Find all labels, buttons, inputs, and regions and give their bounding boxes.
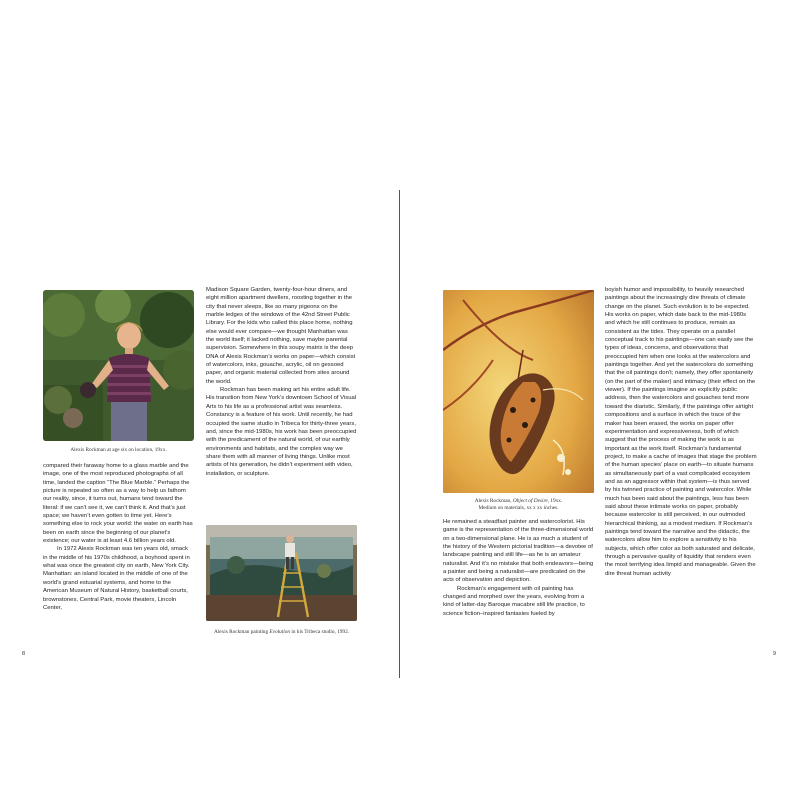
left-page-column-2 — [206, 286, 357, 478]
photo-boy-on-location — [43, 290, 194, 441]
page-number-right: 9 — [773, 651, 777, 657]
left-page-column-1 — [43, 462, 194, 612]
right-page-column-1 — [443, 518, 594, 618]
gutter-line — [399, 190, 400, 678]
painting-caption-line2: Medium on materials, xx x xx inches. — [478, 505, 559, 511]
page-number-left: 8 — [22, 651, 26, 657]
paragraph: In 1972 Alexis Rockman was ten years old, smack in the middle of his 1970s childhood, a boyhood spent in what was once the greatest city on earth, New York City. Manhattan: an island located in the middle of one of the world’s grand estuarial systems, and home to the American Museum of Natural History, basketball courts, brownstones, Central Park, movie theaters, Lincoln Center, — [43, 546, 190, 611]
photo-studio-painting — [206, 525, 357, 621]
paragraph: Madison Square Garden, twenty-four-hour diners, and eight million apartment dwellers, roosting together in the city that never sleeps, like so many pigeons on the marble ledges of the windows of the 42nd Street Public Library. For the kids who called this place home, nothing else would ever compare—we thought Manhattan was the world itself; it lacked nothing, save maybe parental supervision. Somewhere in this soupy matrix is the deep DNA of Alexis Rockman’s works on paper—which consist of watercolors, inks, gouache, acrylic, oil on gessoed paper, and organic material collected from sites around the world. — [206, 287, 356, 385]
painting-caption — [437, 498, 600, 512]
photo2-caption — [200, 629, 363, 636]
caption-text: Alexis Rockman, — [474, 498, 513, 504]
caption-text: , 19xx. — [547, 498, 563, 504]
caption-text: in his Tribeca studio, 1992. — [290, 629, 350, 635]
painting-object-of-desire — [443, 290, 594, 493]
paragraph: Rockman has been making art his entire adult life. His transition from New York’s downtown School of Visual Arts to his life as a professional artist was seamless. Constancy is a feature of his work. Until recently, he had occupied the same studio in Tribeca for thirty-three years, and, since the mid-1980s, his work has been preoccupied with the predicament of the natural world, of our earthly environments and habitats, and the complex way we share them with all manner of living things. Unlike most artists of his generation, he didn’t experiment with video, installation, or sculpture. — [206, 387, 357, 477]
painting-caption-line1 — [437, 498, 600, 505]
caption-text: Alexis Rockman painting — [213, 629, 270, 635]
paragraph: compared their faraway home to a glass marble and the image, one of the most reproduced photographs of all time, landed the caption “The Blue Marble.” Perhaps the picture is repeated so often as a way to help us fathom our reality, since, it turns out, humans tend toward the literal: if we can’t see it, we can’t think it. And that’s just space; we haven’t even gotten to time yet. Here’s something else to rock your world: the water on earth has been on earth since the beginning of our planet’s existence; our water is at least 4.6 billion years old. — [43, 463, 193, 545]
paragraph: He remained a steadfast painter and watercolorist. His game is the representation of the three-dimensional world on a two-dimensional plane. He is as much a student of the history of the Western pictorial tradition—a devotee of landscape painting and still life—as he is an amateur naturalist. And it’s no mistake that both endeavors—being a painter and being a naturalist—are predicated on the acts of observation and depiction. — [443, 519, 594, 584]
caption-artwork-title: Evolution — [269, 629, 291, 635]
caption-artwork-title: Object of Desire — [512, 498, 548, 504]
right-page-column-2 — [605, 286, 757, 578]
photo1-caption: Alexis Rockman at age six on location, 19xx. — [70, 447, 167, 453]
paragraph: Rockman’s engagement with oil painting has changed and morphed over the years, evolving from a kind of latter-day Baroque macabre still life practice, to science fiction–inspired fantasies fueled by — [443, 585, 585, 617]
paragraph: boyish humor and impossibility, to heavily researched paintings about the increasingly dire threats of climate change on the planet. Such evolution is to be expected. His works on paper, which date back to the mid-1980s and which he still continues to produce, remain as consistent as the tides. They operate on a parallel conceptual track to his paintings—one can easily see the types of ideas, concerns, and observations that preoccupied him when one looks at the watercolors and paintings together. And yet the watercolors do something that the oil paintings don’t; namely, they offer spontaneity (on the part of the maker) and intimacy (their effect on the viewer). If the paintings imagine an explicitly public address, then the watercolors and gouaches tend more toward the diaristic. Similarly, if the paintings offer airtight compositions and a surface in which the trace of the maker has been erased, the works on paper offer experimentation and expressiveness, both of which suggest that the process of making the work is as important as the work itself. Rockman’s fundamental project, to make a cache of images that stage the problem of the human species’ place on earth—to situate humans as simultaneously part of a vast complicated ecosystem and as an aggressor within that system—is thus served by his twinned practice of painting and watercolor. While much has been said about the paintings, less has been said about these intimate works on paper, probably because watercolor is still perceived, in our outmoded hierarchical thinking, as a modest medium. If Rockman’s paintings tend toward the narrative and the didactic, the watercolors allow him to explore a sensitivity to his subjects, which offer color as both saturated and delicate, through a pervasive quality of liquidity that renders even the most terrifying idea limpid and manageable. Given the dire threat human activity — [605, 287, 757, 577]
